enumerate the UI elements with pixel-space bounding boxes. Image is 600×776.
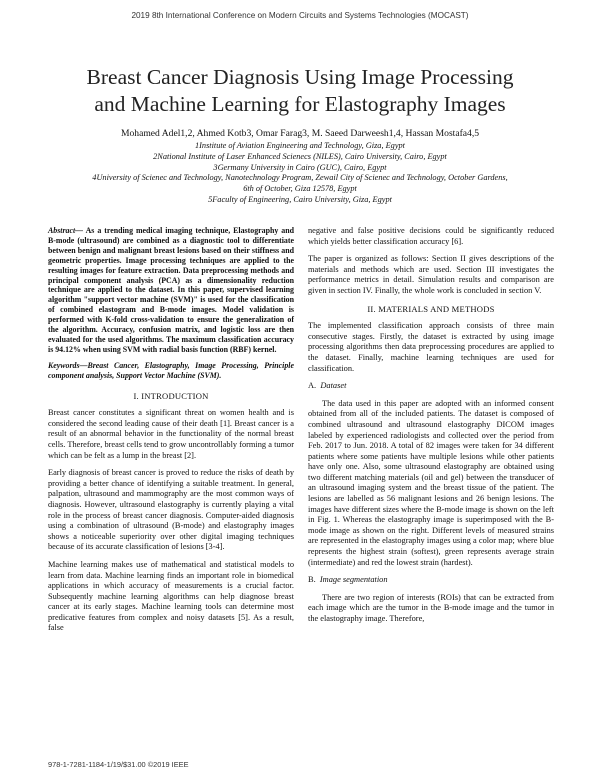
- affiliation-1: 1Institute of Aviation Engineering and Technology, Giza, Egypt: [195, 141, 405, 150]
- right-column: [308, 226, 554, 632]
- subsection-heading-dataset: [308, 381, 554, 392]
- left-column: [48, 226, 294, 641]
- subsection-letter-a: A.: [308, 381, 317, 391]
- copyright-footer: 978-1-7281-1184-1/19/$31.00 ©2019 IEEE: [48, 760, 189, 769]
- subsection-letter-b: B.: [308, 575, 316, 585]
- intro-continuation: negative and false positive decisions could be significantly reduced which yields better classification accuracy [6].: [308, 226, 554, 246]
- abstract-label: Abstract—: [48, 226, 84, 235]
- intro-paragraph-1: Breast cancer constitutes a significant threat on women health and is considered the second leading cause of their death [1]. Breast cancer is a result of an abnormal behavior in the functionality of the normal breast cells. Therefore, breast cells tend to grow uncontrollably forming a tumor which can be felt as a lump in the breast [2].: [48, 408, 294, 460]
- dataset-paragraph: The data used in this paper are adopted with an informed consent obtained from all of the included patients. The dataset is composed of combined ultrasound and ultrasound elastography DICOM images labeled by experienced radiologists and collected over the period from Feb. 2017 to Jun. 2018. A total of 82 images were taken for 34 different patients where some patients have multiple lesions while other patients have only one. Also, some ultrasound elastography are obtained using two different matching materials (oil and gel) between the transducer of an ultrasound imaging system and the breast tissue of the patient. The lesions are labelled as 56 malignant lesions and 26 benign lesions. The images have different sizes where the B-mode image is shown on the left in Fig. 1. Whereas the elastography image is superimposed with the B-mode image as shown on the right. Different levels of measured strains are represented in the elastography images using a color map; where blue represents the highest strain (softest), green represents average strain (intermediate) and red the lowest strain (hardest).: [308, 398, 554, 567]
- author-list: Mohamed Adel1,2, Ahmed Kotb3, Omar Farag3, M. Saeed Darweesh1,4, Hassan Mostafa4,5: [120, 128, 480, 139]
- subsection-title-dataset: Dataset: [320, 381, 347, 391]
- keywords: Keywords—Breast Cancer, Elastography, Image Processing, Principle component analysis, Support Vector Machine (SVM).: [48, 360, 294, 380]
- affiliation-3: 3Germany University in Cairo (GUC), Cairo, Egypt: [213, 162, 387, 172]
- abstract-text: As a trending medical imaging technique, Elastography and B-mode (ultrasound) are combined as a diagnostic tool to differentiate between benign and malignant breast lesions based on their stiffness and geometric properties. Image processing techniques are applied to the resulting images for feature extraction. Data preprocessing methods and principal component analysis (PCA) as a dimensionality reduction technique are applied to the dataset. In this paper, supervised learning algorithm "support vector machine (SVM)" is used for the classification of combined elastogram and B-mode images. Model validation is performed with K-fold cross-validation to ensure the generalization of the algorithm. Accuracy, confusion matrix, and logistic loss are then evaluated for the used algorithms. The maximum classification accuracy is 94.12% when using SVM with radial basis function (RBF) kernel.: [48, 226, 294, 354]
- paper-title: [30, 64, 570, 118]
- subsection-heading-segmentation: [308, 575, 554, 586]
- segmentation-paragraph: There are two region of interests (ROIs) that can be extracted from each image which are the tumor in the B-mode image and the tumor in the elastography image. Therefore,: [308, 592, 554, 623]
- section-heading-materials-methods: II. MATERIALS AND METHODS: [367, 303, 495, 314]
- conference-header: 2019 8th International Conference on Modern Circuits and Systems Technologies (MOCAST): [131, 11, 469, 20]
- affiliations: [30, 141, 570, 206]
- intro-paragraph-3: Machine learning makes use of mathematical and statistical models to learn from data. Machine learning finds an important role in biomedical applications in which accuracy of measurements is a crucial factor. Subsequently machine learning algorithms can help diagnose breast cancer at its early stages. Machine learning tools can determine most predicative features from complex and noisy datasets [5]. As a result, false: [48, 559, 294, 633]
- intro-paragraph-2: Early diagnosis of breast cancer is proved to reduce the risks of death by providing a better chance of identifying a suitable treatment. In general, palpation, ultrasound and mammography are the most common ways of diagnosis. However, ultrasound elastography is currently playing a vital role in the process of breast cancer diagnosis. Computer-aided diagnosis using a combination of ultrasound (B-mode) and elastography images shows a noticeable superiority over other digital imaging techniques because of its accurate classification of lesions [3-4].: [48, 468, 294, 552]
- title-line-1: Breast Cancer Diagnosis Using Image Processing: [86, 65, 514, 89]
- affiliation-2: 2National Institute of Laser Enhanced Scienecs (NILES), Cairo University, Cairo, Egypt: [153, 151, 447, 161]
- affiliation-5: 5Faculty of Engineering, Cairo University, Giza, Egypt: [208, 194, 392, 204]
- organization-paragraph: The paper is organized as follows: Section II gives descriptions of the materials and methods which are used. Section III investigates the performance metrics in detail. Simulation results and comparison are given in section IV. Finally, the whole work is concluded in section V.: [308, 254, 554, 295]
- affiliation-4-cont: 6th of October, Giza 12578, Egypt: [243, 184, 357, 194]
- section-heading-introduction: I. INTRODUCTION: [133, 390, 209, 401]
- methods-intro-paragraph: The implemented classification approach consists of three main consecutive stages. Firstly, the dataset is extracted by using image processing algorithms then data preprocessing procedures are applied to the dataset. Finally, machine learning techniques are used for classification.: [308, 321, 554, 373]
- affiliation-4: 4University of Scienec and Technology, Nanotechnology Program, Zewail City of Scienec and Technology, October Gardens,: [92, 173, 508, 183]
- subsection-title-segmentation: Image segmentation: [319, 575, 388, 585]
- abstract: [48, 226, 294, 355]
- title-line-2: and Machine Learning for Elastography Images: [94, 92, 506, 116]
